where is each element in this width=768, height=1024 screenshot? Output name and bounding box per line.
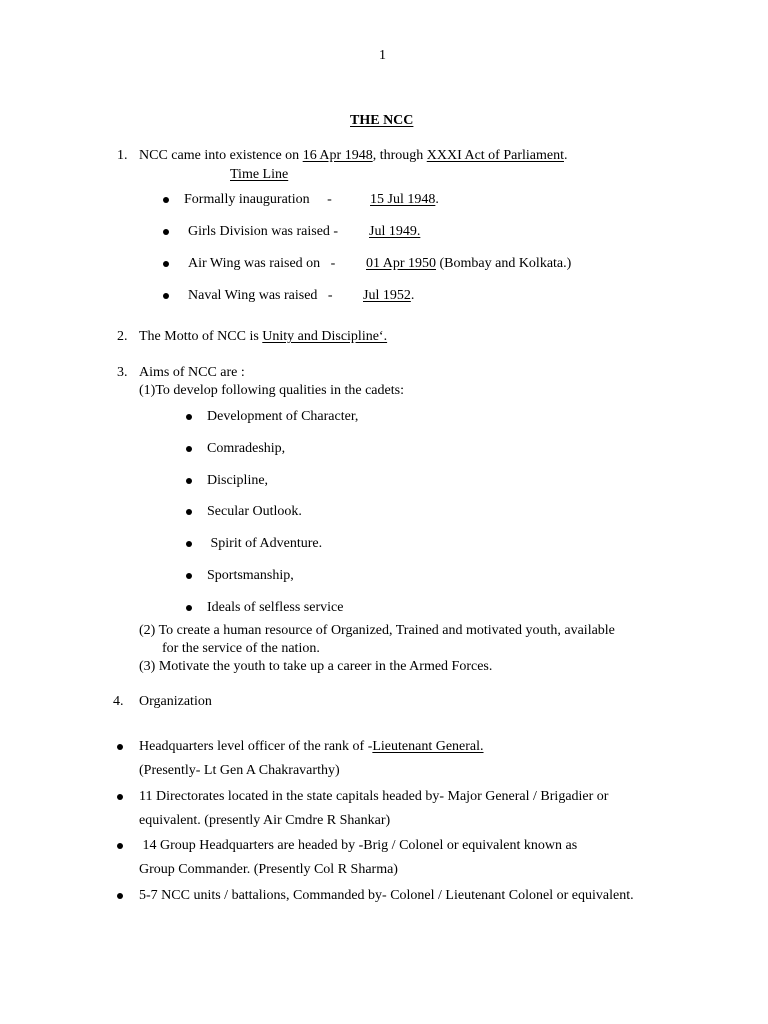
bullet-icon: [117, 843, 123, 849]
ncc-act: XXXI Act of Parliament: [426, 148, 564, 163]
timeline-item: [188, 255, 335, 272]
org-item: [139, 738, 484, 755]
bullet-icon: [186, 573, 192, 579]
section-2-number: 2.: [117, 329, 128, 344]
bullet-icon: [163, 197, 169, 203]
timeline-value: [366, 255, 571, 272]
bullet-icon: [186, 509, 192, 515]
quality-item: Spirit of Adventure.: [207, 536, 323, 551]
org-item-cont: Group Commander. (Presently Col R Sharma): [139, 862, 398, 877]
quality-item: Ideals of selfless service: [207, 600, 344, 615]
timeline-tail: .: [435, 192, 439, 207]
timeline-item: [188, 287, 333, 304]
section-1-text: [139, 147, 568, 164]
section-3-number: 3.: [117, 365, 128, 380]
rank: Lieutenant General.: [372, 739, 484, 754]
aim-2: (2) To create a human resource of Organized, Trained and motivated youth, available: [139, 623, 615, 638]
section-4-number: 4.: [113, 694, 124, 709]
bullet-icon: [117, 744, 123, 750]
timeline-date: Jul 1952: [363, 288, 411, 303]
bullet-icon: [186, 541, 192, 547]
bullet-icon: [163, 261, 169, 267]
quality-item: Discipline,: [207, 473, 269, 488]
timeline-tail: .: [410, 288, 415, 303]
aim-3: (3) Motivate the youth to take up a career in the Armed Forces.: [139, 659, 493, 674]
quality-item: Sportsmanship,: [207, 568, 294, 583]
bullet-icon: [117, 893, 123, 899]
aim-1: (1)To develop following qualities in the cadets:: [139, 383, 404, 398]
timeline-date: 01 Apr 1950: [366, 256, 436, 271]
org-item-cont: (Presently- Lt Gen A Chakravarthy): [139, 763, 340, 778]
org-item-cont: equivalent. (presently Air Cmdre R Shankar): [139, 813, 391, 828]
aim-2-cont: for the service of the nation.: [162, 641, 320, 656]
timeline-value: [363, 287, 414, 304]
timeline-value: [370, 191, 439, 208]
bullet-icon: [186, 478, 192, 484]
org-item: 11 Directorates located in the state capitals headed by- Major General / Brigadier or: [139, 789, 609, 804]
quality-item: Comradeship,: [207, 441, 286, 456]
section-4-heading: Organization: [139, 694, 212, 709]
timeline-heading: Time Line: [230, 167, 289, 182]
bullet-icon: [186, 414, 192, 420]
timeline-label: Girls Division was raised -: [188, 224, 339, 239]
section-1-post: .: [564, 148, 568, 163]
section-3-heading: Aims of NCC are :: [139, 365, 245, 380]
ncc-motto: Unity and Discipline‘.: [262, 329, 388, 344]
bullet-icon: [163, 293, 169, 299]
bullet-icon: [186, 446, 192, 452]
timeline-label: Naval Wing was raised -: [188, 288, 333, 303]
quality-item: Secular Outlook.: [207, 504, 302, 519]
timeline-date: 15 Jul 1948: [370, 192, 436, 207]
section-1-number: 1.: [117, 148, 128, 163]
timeline-label: Formally inauguration -: [184, 192, 332, 207]
timeline-value: [369, 223, 420, 240]
bullet-icon: [186, 605, 192, 611]
org-item: 14 Group Headquarters are headed by -Brig / Colonel or equivalent known as: [139, 838, 578, 853]
section-1-mid: , through: [372, 148, 427, 163]
timeline-item: [188, 223, 338, 240]
timeline-item: [184, 191, 332, 208]
timeline-tail: (Bombay and Kolkata.): [436, 256, 572, 271]
timeline-date: Jul 1949.: [369, 224, 421, 239]
section-1-pre: NCC came into existence on: [139, 148, 303, 163]
motto-pre: The Motto of NCC is: [139, 329, 263, 344]
bullet-icon: [163, 229, 169, 235]
org-item-text: Headquarters level officer of the rank of -: [139, 739, 373, 754]
page-number: 1: [379, 48, 386, 63]
bullet-icon: [117, 794, 123, 800]
section-2-text: [139, 328, 387, 345]
document-title: THE NCC: [350, 113, 414, 128]
ncc-founding-date: 16 Apr 1948: [302, 148, 373, 163]
quality-item: Development of Character,: [207, 409, 359, 424]
timeline-label: Air Wing was raised on -: [188, 256, 336, 271]
org-item: 5-7 NCC units / battalions, Commanded by- Colonel / Lieutenant Colonel or equivalent.: [139, 888, 634, 903]
